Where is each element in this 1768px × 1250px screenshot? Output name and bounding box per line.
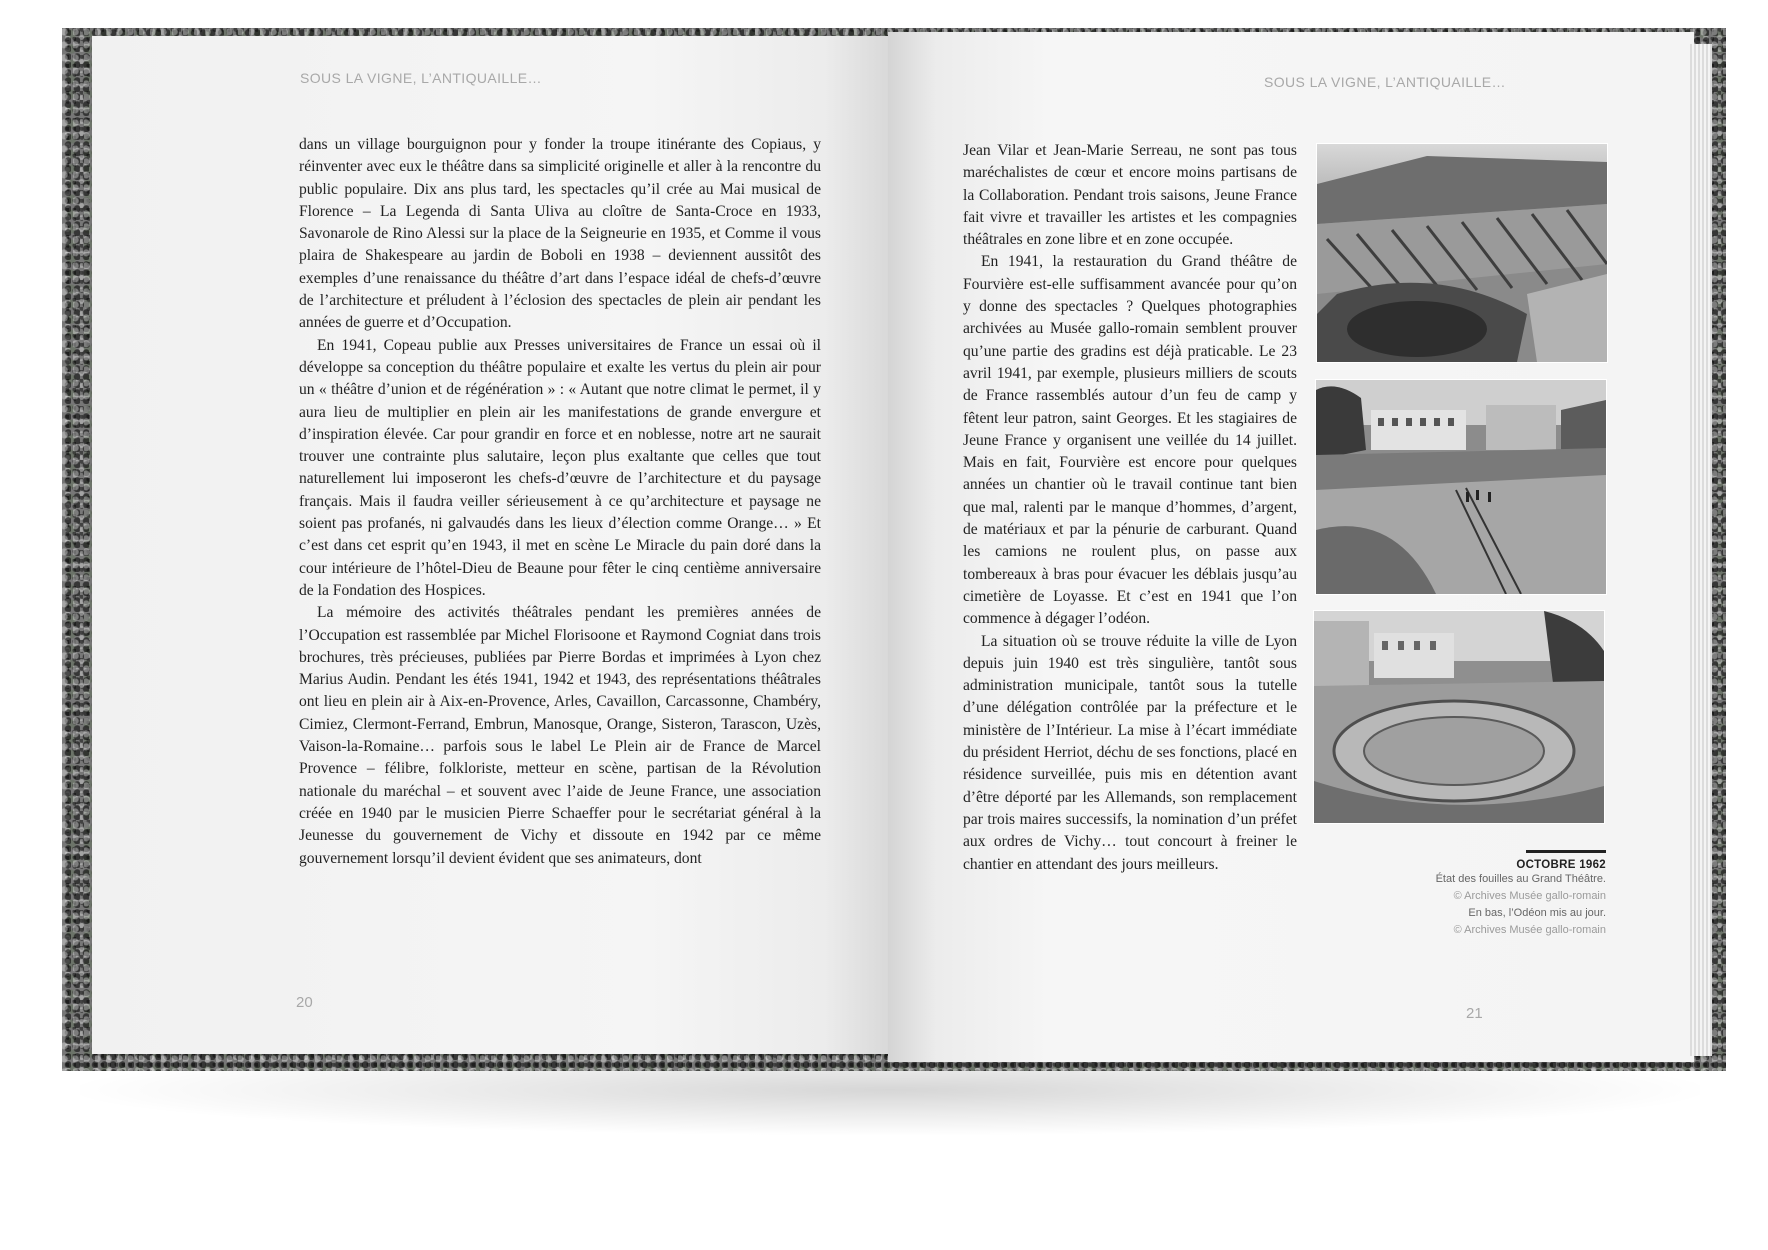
left-paragraph-3: La mémoire des activités théâtrales pendant les premières années de l’Occupation est rassemblée par Michel Florisoone et Raymond Cogniat dans trois brochures, très précieuses, publiées par Pierre Bordas et imprimées à Lyon chez Marius Audin. Pendant les étés 1941, 1942 et 1943, des représentations théâtrales ont lieu en plein air à Aix-en-Provence, Arles, Cavaillon, Carcassonne, Chambéry, Cimiez, Clermont-Ferrand, Embrun, Manosque, Orange, Sisteron, Tarascon, Uzès, Vaison-la-Romaine… parfois sous le label Le Plein air de France de Marcel Provence – félibre, folkloriste, metteur en scène, partisan de la Révolution nationale du maréchal – et souvent avec l’aide de Jeune France, une association créée en 1940 par le musicien Pierre Schaeffer pour le secrétariat général à la Jeunesse du gouvernement de Vichy et dissoute en 1942 par ce même gouvernement lorsqu’il devient évident que ses animateurs, dont xyxy=(299,604,821,867)
left-running-head: SOUS LA VIGNE, L’ANTIQUAILLE… xyxy=(300,70,542,86)
photo-excavation xyxy=(1316,143,1608,363)
left-paragraph-2: En 1941, Copeau publie aux Presses universitaires de France un essai où il développe sa conception du théâtre populaire et exalte les vertus du plein air pour un « théâtre d’union et de régénération » : « Autant que notre climat le permet, il y aura lieu de multiplier en plein air les manifestations de grande envergure et d’inspiration élevée. Car pour grandir en force et en noblesse, notre art ne saurait trouver une contrainte plus salutaire, leçon plus exaltante que celles que tout naturellement lui imposeront les chefs-d’œuvre de l’architecture et du paysage français. Mais il faudra veiller sérieusement à ce qu’architecture et paysage ne soient pas profanés, ni galvaudés dans les lieux d’élection comme Orange… » Et c’est dans cet esprit qu’en 1943, il met en scène Le Miracle du pain doré dans la cour intérieure de l’hôtel-Dieu de Beaune pour fêter le cinq centième anniversaire de la Fondation des Hospices. xyxy=(299,336,821,599)
caption-credit-1: © Archives Musée gallo-romain xyxy=(1453,890,1606,902)
photo-odeon xyxy=(1313,610,1605,824)
right-running-head: SOUS LA VIGNE, L’ANTIQUAILLE… xyxy=(1264,74,1506,90)
right-paragraph-3: La situation où se trouve réduite la ville de Lyon depuis juin 1940 est très singulière, tantôt sous administration municipale, tantôt sous la tutelle d’une délégation contrôlée par la préfecture et le ministère de l’Intérieur. La mise à l’écart immédiate du président Herriot, déchu de ses fonctions, placé en résidence surveillée, puis mis en détention avant d’être déporté par les Allemands, son remplacement par trois maires successifs, la nomination d’un préfet aux ordres de Vichy… tout concourt à freiner le chantier en attendant des jours meilleurs. xyxy=(963,632,1297,873)
left-folio: 20 xyxy=(296,994,313,1011)
left-text-block xyxy=(299,134,821,870)
right-folio: 21 xyxy=(1466,1005,1483,1022)
caption-credit-2: © Archives Musée gallo-romain xyxy=(1453,924,1606,936)
right-text-block xyxy=(963,140,1297,876)
caption-line-1: État des fouilles au Grand Théâtre. xyxy=(1435,873,1606,885)
photo-construction-site xyxy=(1315,379,1607,595)
page-edges xyxy=(1690,44,1712,1056)
caption-line-2: En bas, l’Odéon mis au jour. xyxy=(1468,907,1606,919)
photo-caption xyxy=(1370,850,1606,939)
right-paragraph-1: Jean Vilar et Jean-Marie Serreau, ne sont pas tous maréchalistes de cœur et encore moins partisans de la Collaboration. Pendant trois saisons, Jeune France fait vivre et travailler les artistes et les compagnies théâtrales en zone libre et en zone occupée. xyxy=(963,142,1297,249)
caption-title: OCTOBRE 1962 xyxy=(1516,859,1606,871)
right-paragraph-2: En 1941, la restauration du Grand théâtre de Fourvière est-elle suffisamment avancée pour qu’on y donne des spectacles ? Quelques photographies archivées au Musée gallo-romain semblent prouver qu’une partie des gradins est déjà praticable. Le 23 avril 1941, par exemple, plusieurs milliers de scouts de France rassemblés autour d’un feu de camp y fêtent leur patron, saint Georges. Et les stagiaires de Jeune France y organisent une veillée du 14 juillet. Mais en fait, Fourvière est encore pour quelques années un chantier où le travail continue tant bien que mal, ralenti par le manque d’hommes, d’argent, de matériaux et par la pénurie de carburant. Quand les camions ne roulent plus, on passe aux tombereaux à bras pour évacuer les déblais jusqu’au cimetière de Loyasse. Et c’est en 1941 que l’on commence à dégager l’odéon. xyxy=(963,253,1297,628)
caption-rule xyxy=(1526,850,1606,853)
left-paragraph-1: dans un village bourguignon pour y fonder la troupe itinérante des Copiaus, y réinventer avec eux le théâtre dans sa simplicité originelle et aller à la rencontre du public populaire. Dix ans plus tard, les spectacles qu’il crée au Mai musical de Florence – La Legenda di Santa Uliva au cloître de Santa-Croce en 1933, Savonarole de Rino Alessi sur la place de la Seigneurie en 1935, et Comme il vous plaira de Shakespeare au jardin de Boboli en 1938 – deviennent aussitôt des exemples d’une renaissance du théâtre d’art dans l’espace idéal de chefs-d’œuvre de l’architecture et préludent à l’éclosion des spectacles de plein air pendant les années de guerre et d’Occupation. xyxy=(299,136,821,332)
